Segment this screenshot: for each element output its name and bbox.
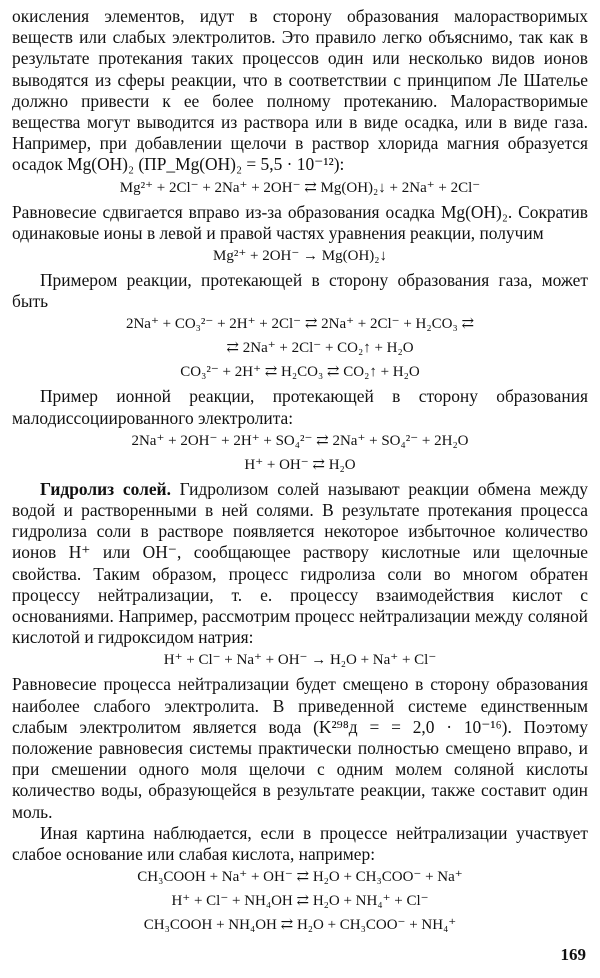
equation-5: H⁺ + Cl⁻ + Na⁺ + OH⁻ → H₂O + Na⁺ + Cl⁻ [163, 652, 437, 669]
equation-2: Mg²⁺ + 2OH⁻ → Mg(OH)₂↓ [212, 248, 388, 265]
paragraph-6: Равновесие процесса нейтрализации будет смещено в сторону образования наиболее слабого электролита. В приведенной системе единственным слабым электролитом является вода (K²⁹⁸д = = 2,0 · 10⁻¹⁶). Поэтому положение равновесия системы практически полностью смещено вправо, и при смешении одного моля щелочи с одним молем соляной кислоты количество воды, образующейся в результате реакции, также составит один моль. [12, 674, 588, 822]
equation-3a: 2Na⁺ + CO₃²⁻ + 2H⁺ + 2Cl⁻ ⇄ 2Na⁺ + 2Cl⁻ + H₂CO₃ ⇄ [125, 316, 475, 333]
equation-3b: ⇄ 2Na⁺ + 2Cl⁻ + CO₂↑ + H₂O [226, 340, 414, 357]
paragraph-4: Пример ионной реакции, протекающей в сторону образования малодиссоциированного электролита: [12, 386, 588, 428]
equation-1: Mg²⁺ + 2Cl⁻ + 2Na⁺ + 2OH⁻ ⇄ Mg(OH)₂↓ + 2Na⁺ + 2Cl⁻ [119, 179, 481, 196]
equation-4a: 2Na⁺ + 2OH⁻ + 2H⁺ + SO₄²⁻ ⇄ 2Na⁺ + SO₄²⁻ + 2H₂O [131, 432, 469, 449]
section-heading: Гидролиз солей. [40, 478, 171, 499]
paragraph-5-body: Гидролизом солей называют реакции обмена между водой и растворенными в ней солями. В результате протекания процесса гидролиза соли в растворе появляется некоторое избыточное количество ионов H⁺ или OH⁻, сообщающее раствору кислотные или щелочные свойства. Таким образом, процесс гидролиза соли во многом обратен процессу нейтрализации, т. е. процессу взаимодействия кислот с основаниями. Например, рассмотрим процесс нейтрализации между соляной кислотой и гидроксидом натрия: [12, 478, 588, 648]
paragraph-1: окисления элементов, идут в сторону образования малорастворимых веществ или слабых электролитов. Это правило легко объяснимо, так как в результате протекания таких процессов один или несколько видов ионов выводятся из сферы реакции, что в соответствии с принципом Ле Шателье должно привести к ее более полному протеканию. Малорастворимые вещества могут выводится из раствора или в виде осадка, или в виде газа. Например, при добавлении щелочи в раствор хлорида магния образуется осадок Mg(OH)₂ (ПР_Mg(OH)₂ = 5,5 · 10⁻¹²): [12, 6, 588, 175]
paragraph-2: Равновесие сдвигается вправо из-за образования осадка Mg(OH)₂. Сократив одинаковые ионы в левой и правой частях уравнения реакции, получим [12, 201, 588, 243]
equation-7b: H⁺ + Cl⁻ + NH₄OH ⇄ H₂O + NH₄⁺ + Cl⁻ [171, 893, 429, 910]
page-content [12, 6, 588, 939]
page-number: 169 [560, 945, 586, 964]
paragraph-3: Примером реакции, протекающей в сторону образования газа, может быть [12, 270, 588, 312]
paragraph-7: Иная картина наблюдается, если в процессе нейтрализации участвует слабое основание или слабая кислота, например: [12, 822, 588, 865]
equation-3c: CO₃²⁻ + 2H⁺ ⇄ H₂CO₃ ⇄ CO₂↑ + H₂O [180, 364, 420, 381]
paragraph-5 [12, 479, 588, 649]
equation-7a: CH₃COOH + Na⁺ + OH⁻ ⇄ H₂O + CH₃COO⁻ + Na⁺ [137, 869, 463, 886]
equation-7c: CH₃COOH + NH₄OH ⇄ H₂O + CH₃COO⁻ + NH₄⁺ [143, 917, 457, 934]
equation-4b: H⁺ + OH⁻ ⇄ H₂O [244, 456, 356, 473]
